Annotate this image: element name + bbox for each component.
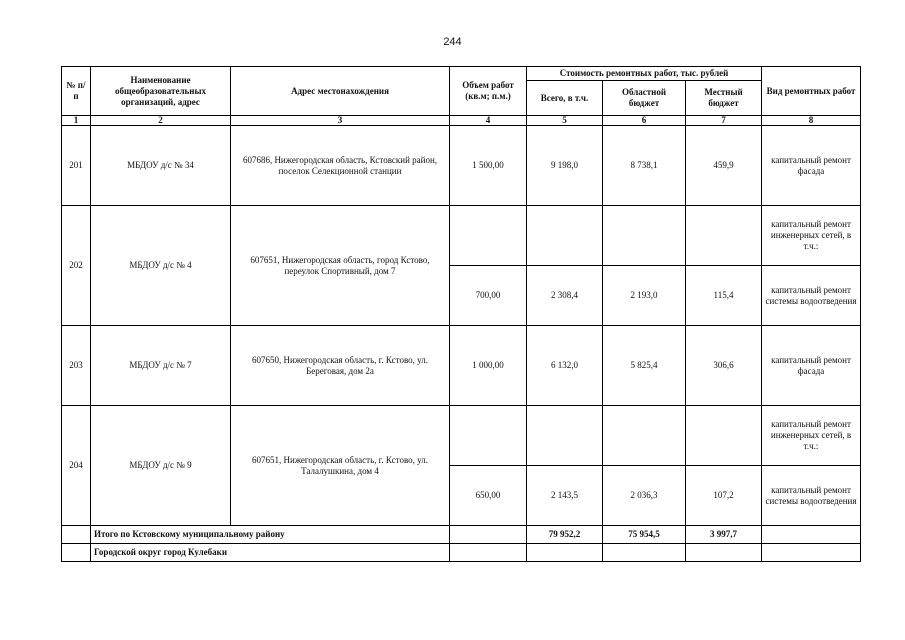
page-number: 244 xyxy=(443,36,462,48)
header-local: Местный бюджет xyxy=(686,81,762,116)
header-volume: Объем работ (кв.м; п.м.) xyxy=(450,67,527,116)
header-total: Всего, в т.ч. xyxy=(527,81,603,116)
column-number: 8 xyxy=(762,116,861,126)
row-org: МБДОУ д/с № 34 xyxy=(91,126,231,206)
row-address: 607686, Нижегородская область, Кстовский район, поселок Селекционной станции xyxy=(231,126,450,206)
section-empty xyxy=(527,544,603,562)
total-local: 3 997,7 xyxy=(686,526,762,544)
column-number-row xyxy=(62,116,861,126)
section-empty xyxy=(450,544,527,562)
table-row xyxy=(62,126,861,206)
row-regional: 8 738,1 xyxy=(603,126,686,206)
section-empty xyxy=(603,544,686,562)
header-address: Адрес местонахождения xyxy=(231,67,450,116)
table-row xyxy=(62,206,861,266)
header-cost-group: Стоимость ремонтных работ, тыс. рублей xyxy=(527,67,762,81)
row-type-group: капитальный ремонт инженерных сетей, в т.ч.: xyxy=(762,206,861,266)
section-empty xyxy=(762,544,861,562)
row-num: 201 xyxy=(62,126,91,206)
row-volume: 700,00 xyxy=(450,266,527,326)
row-local-empty xyxy=(686,406,762,466)
table-row xyxy=(62,326,861,406)
section-label: Городской округ город Кулебаки xyxy=(91,544,450,562)
row-type: капитальный ремонт системы водоотведения xyxy=(762,266,861,326)
row-total: 2 308,4 xyxy=(527,266,603,326)
row-regional-empty xyxy=(603,206,686,266)
section-row xyxy=(62,544,861,562)
header-num: № п/п xyxy=(62,67,91,116)
total-type-empty xyxy=(762,526,861,544)
row-type: капитальный ремонт фасада xyxy=(762,326,861,406)
row-local: 115,4 xyxy=(686,266,762,326)
total-volume-empty xyxy=(450,526,527,544)
column-number: 1 xyxy=(62,116,91,126)
row-org: МБДОУ д/с № 9 xyxy=(91,406,231,526)
row-local-empty xyxy=(686,206,762,266)
total-num-empty xyxy=(62,526,91,544)
row-local: 107,2 xyxy=(686,466,762,526)
header-row-1 xyxy=(62,67,861,81)
row-type-group: капитальный ремонт инженерных сетей, в т.ч.: xyxy=(762,406,861,466)
row-address: 607651, Нижегородская область, г. Кстово, ул. Талалушкина, дом 4 xyxy=(231,406,450,526)
header-org: Наименование общеобразовательных организаций, адрес xyxy=(91,67,231,116)
row-org: МБДОУ д/с № 7 xyxy=(91,326,231,406)
row-volume-empty xyxy=(450,206,527,266)
row-regional: 5 825,4 xyxy=(603,326,686,406)
row-num: 202 xyxy=(62,206,91,326)
column-number: 3 xyxy=(231,116,450,126)
header-regional: Областной бюджет xyxy=(603,81,686,116)
column-number: 6 xyxy=(603,116,686,126)
total-sum: 79 952,2 xyxy=(527,526,603,544)
header-type: Вид ремонтных работ xyxy=(762,67,861,116)
section-num-empty xyxy=(62,544,91,562)
row-total: 2 143,5 xyxy=(527,466,603,526)
row-volume: 1 000,00 xyxy=(450,326,527,406)
row-total: 6 132,0 xyxy=(527,326,603,406)
row-total-empty xyxy=(527,406,603,466)
column-number: 5 xyxy=(527,116,603,126)
row-org: МБДОУ д/с № 4 xyxy=(91,206,231,326)
row-volume: 1 500,00 xyxy=(450,126,527,206)
row-regional: 2 193,0 xyxy=(603,266,686,326)
repairs-table xyxy=(61,66,861,562)
column-number: 7 xyxy=(686,116,762,126)
row-num: 204 xyxy=(62,406,91,526)
row-type: капитальный ремонт фасада xyxy=(762,126,861,206)
total-label: Итого по Кстовскому муниципальному району xyxy=(91,526,450,544)
row-total: 9 198,0 xyxy=(527,126,603,206)
row-regional-empty xyxy=(603,406,686,466)
row-local: 306,6 xyxy=(686,326,762,406)
row-type: капитальный ремонт системы водоотведения xyxy=(762,466,861,526)
row-regional: 2 036,3 xyxy=(603,466,686,526)
row-total-empty xyxy=(527,206,603,266)
section-empty xyxy=(686,544,762,562)
column-number: 2 xyxy=(91,116,231,126)
row-volume: 650,00 xyxy=(450,466,527,526)
table-row xyxy=(62,406,861,466)
row-address: 607651, Нижегородская область, город Кстово, переулок Спортивный, дом 7 xyxy=(231,206,450,326)
total-row xyxy=(62,526,861,544)
row-num: 203 xyxy=(62,326,91,406)
total-regional: 75 954,5 xyxy=(603,526,686,544)
row-address: 607650, Нижегородская область, г. Кстово, ул. Береговая, дом 2а xyxy=(231,326,450,406)
row-local: 459,9 xyxy=(686,126,762,206)
column-number: 4 xyxy=(450,116,527,126)
row-volume-empty xyxy=(450,406,527,466)
